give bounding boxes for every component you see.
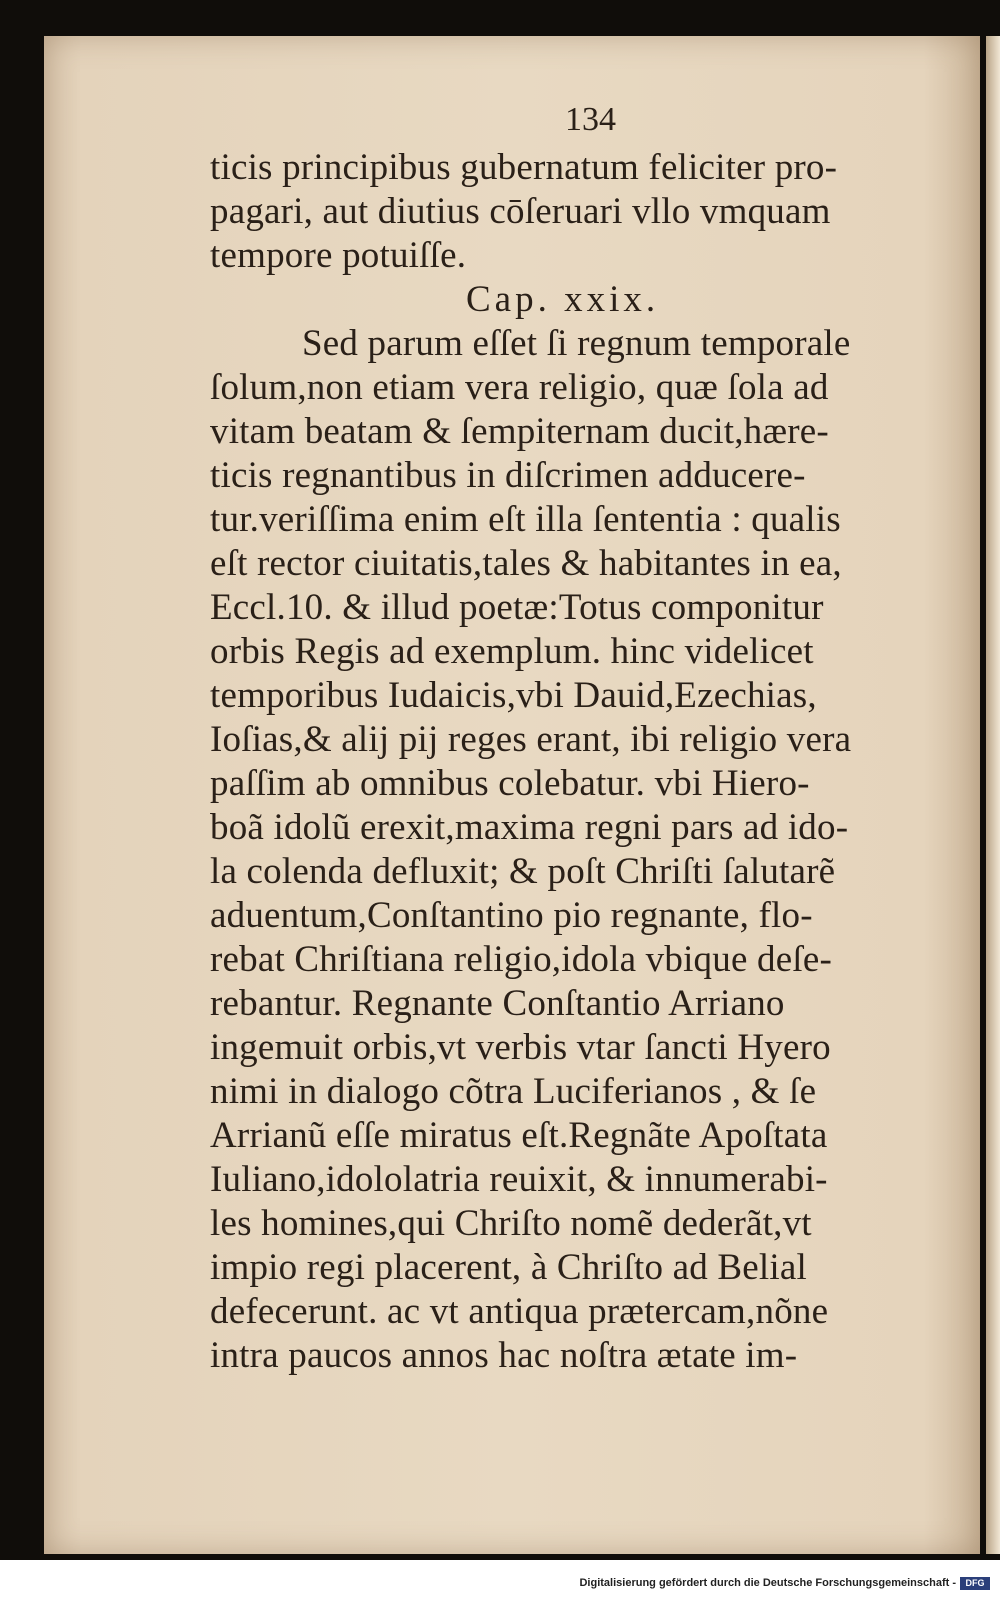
- text-line: Arrianũ eſſe miratus eſt.Regnãte Apoſtata: [210, 1115, 828, 1156]
- text-line: ſolum,non etiam vera religio, quæ ſola ad: [210, 367, 829, 408]
- text-line: defecerunt. ac vt antiqua prætercam,nõne: [210, 1291, 829, 1332]
- text-line: la colenda defluxit; & poſt Chriſti ſalutarẽ: [210, 851, 836, 892]
- text-line: paſſim ab omnibus colebatur. vbi Hiero-: [210, 763, 810, 804]
- text-line: tempore potuiſſe.: [210, 235, 467, 276]
- text-line: rebantur. Regnante Conſtantio Arriano: [210, 983, 785, 1024]
- text-line: pagari, aut diutius cōſeruari vllo vmquam: [210, 191, 831, 232]
- text-line: Eccl.10. & illud poetæ:Totus componitur: [210, 587, 824, 628]
- dfg-credit: Digitalisierung gefördert durch die Deutsche Forschungsgemeinschaft -: [579, 1577, 956, 1589]
- text-line: vitam beatam & ſempiternam ducit,hære-: [210, 411, 829, 452]
- dfg-logo: DFG: [960, 1577, 990, 1590]
- text-line: les homines,qui Chriſto nomẽ dederãt,vt: [210, 1203, 812, 1244]
- text-line: aduentum,Conſtantino pio regnante, flo-: [210, 895, 813, 936]
- text-line: orbis Regis ad exemplum. hinc videlicet: [210, 631, 814, 672]
- text-line: ticis regnantibus in diſcrimen adducere-: [210, 455, 806, 496]
- text-line: Ioſias,& alij pij reges erant, ibi religio vera: [210, 719, 852, 760]
- text-line: tur.veriſſima enim eſt illa ſententia : qualis: [210, 499, 841, 540]
- text-line: boã idolũ erexit,maxima regni pars ad ido-: [210, 807, 849, 848]
- text-line: ingemuit orbis,vt verbis vtar ſancti Hyero: [210, 1027, 831, 1068]
- chapter-heading: Cap. xxix.: [466, 279, 660, 320]
- text-line: intra paucos annos hac noſtra ætate im-: [210, 1335, 798, 1376]
- text-line: nimi in dialogo cõtra Luciferianos , & ſe: [210, 1071, 817, 1112]
- footer-bar: [0, 1560, 1000, 1599]
- page-edge: [986, 36, 1000, 1554]
- page-number: 134: [565, 101, 616, 138]
- text-line: eſt rector ciuitatis,tales & habitantes in ea,: [210, 543, 842, 584]
- text-line: Iuliano,idololatria reuixit, & innumerabi-: [210, 1159, 828, 1200]
- text-line: temporibus Iudaicis,vbi Dauid,Ezechias,: [210, 675, 817, 716]
- text-line: ticis principibus gubernatum feliciter pro-: [210, 147, 838, 188]
- text-line: rebat Chriſtiana religio,idola vbique deſe-: [210, 939, 832, 980]
- text-line: impio regi placerent, à Chriſto ad Belial: [210, 1247, 807, 1288]
- text-line: Sed parum eſſet ſi regnum temporale: [302, 323, 851, 364]
